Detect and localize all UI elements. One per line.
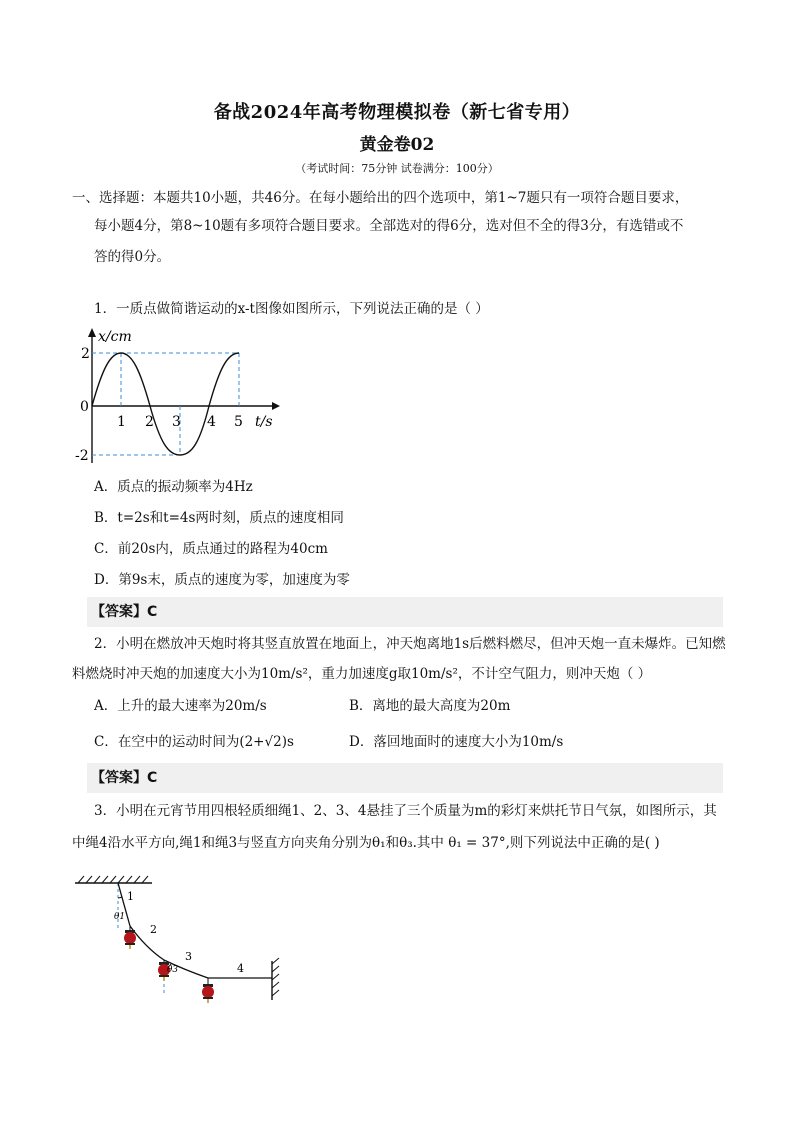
- q1-y-axis-arrow: [88, 328, 96, 337]
- section-instruction-line-2: 每小题4分，第8~10题有多项符合题目要求。全部选对的得6分，选对但不全的得3分，有选错或不: [94, 218, 684, 234]
- q3-lantern-figure: [70, 868, 300, 1008]
- q1-x-tick: 2: [145, 414, 154, 430]
- q3-rope-label-3: 3: [185, 950, 192, 963]
- section-instruction-line-3: 答的得0分。: [94, 249, 171, 265]
- q1-option-a: A．质点的振动频率为4Hz: [94, 479, 253, 495]
- q3-rope-label-4: 4: [237, 962, 244, 975]
- q2-option-c: C．在空中的运动时间为(2+√2)s: [94, 734, 294, 750]
- q3-ceiling-hatch: [78, 876, 148, 883]
- q2-stem-line-1: 2．小明在燃放冲天炮时将其竖直放置在地面上，冲天炮离地1s后燃料燃尽，但冲天炮一直未爆炸。已知燃: [94, 636, 726, 652]
- q1-y-tick: 0: [80, 399, 89, 415]
- q3-angle-label-1: θ1: [114, 912, 126, 922]
- q1-y-tick: -2: [75, 448, 89, 464]
- q1-x-tick: 4: [207, 414, 216, 430]
- q3-stem-line-1: 3．小明在元宵节用四根轻质细绳1、2、3、4悬挂了三个质量为m的彩灯来烘托节日气氛，如图所示，其: [94, 803, 717, 819]
- q1-x-axis-label: t/s: [255, 414, 273, 430]
- q2-option-b: B．离地的最大高度为20m: [349, 698, 511, 714]
- q3-angle-arc-1: [118, 897, 122, 898]
- q2-answer: 【答案】C: [91, 770, 158, 786]
- lantern-icon: [124, 926, 136, 949]
- q1-answer: 【答案】C: [91, 604, 158, 620]
- exam-title: 备战2024年高考物理模拟卷（新七省专用）: [213, 102, 581, 123]
- q1-option-d: D．第9s末，质点的速度为零，加速度为零: [94, 572, 350, 588]
- q1-stem: 1．一质点做简谐运动的x-t图像如图所示，下列说法正确的是（ ）: [94, 301, 489, 317]
- q3-angle-label-3: θ3: [167, 965, 179, 975]
- q3-rope-label-1: 1: [127, 890, 134, 903]
- q2-stem-line-2: 料燃烧时冲天炮的加速度大小为10m/s²，重力加速度g取10m/s²，不计空气阻力，则冲天炮（ ）: [72, 666, 652, 682]
- exam-subtitle: 黄金卷02: [359, 135, 435, 155]
- q3-wall-hatch: [272, 958, 279, 996]
- q1-xt-graph: [72, 325, 292, 470]
- exam-info: （考试时间：75分钟 试卷满分：100分）: [295, 162, 499, 175]
- q1-option-c: C．前20s内，质点通过的路程为40cm: [94, 541, 328, 557]
- q2-option-d: D．落回地面时的速度大小为10m/s: [349, 734, 564, 750]
- q2-answer-box: [87, 763, 723, 793]
- section-instruction-line-1: 一、选择题：本题共10小题，共46分。在每小题给出的四个选项中，第1~7题只有一项符合题目要求，: [72, 190, 689, 206]
- q1-option-b: B．t=2s和t=4s两时刻，质点的速度相同: [94, 510, 344, 526]
- q2-option-a: A．上升的最大速率为20m/s: [94, 698, 267, 714]
- q1-x-tick: 3: [172, 414, 181, 430]
- q3-stem-line-2: 中绳4沿水平方向,绳1和绳3与竖直方向夹角分别为θ₁和θ₃.其中 θ₁ = 37°,则下列说法中正确的是( ): [72, 835, 660, 851]
- q3-rope-label-2: 2: [150, 923, 157, 936]
- q1-y-tick: 2: [81, 346, 90, 362]
- q1-sine-curve: [92, 353, 239, 455]
- q1-answer-box: [87, 597, 723, 627]
- q1-x-axis-arrow: [272, 402, 280, 410]
- lantern-icon: [202, 978, 214, 1003]
- q1-x-tick: 1: [117, 414, 126, 430]
- q3-rope-2: [130, 926, 164, 960]
- q1-x-tick: 5: [234, 414, 243, 430]
- q1-y-axis-label: x/cm: [98, 329, 132, 345]
